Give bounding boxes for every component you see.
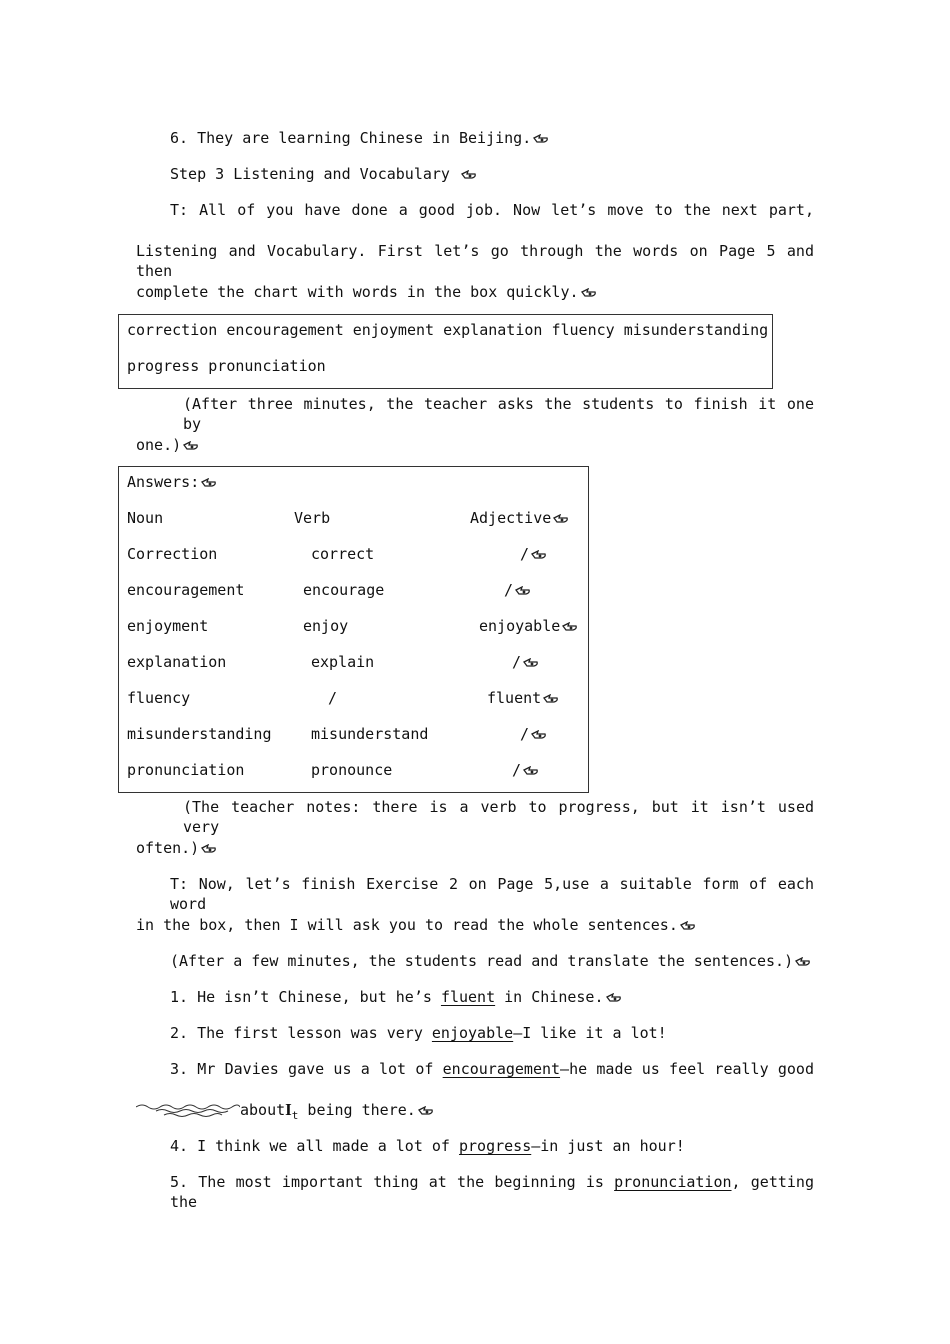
answer-adjective-text: enjoyable <box>479 617 561 635</box>
paragraph-mark-icon <box>523 766 539 776</box>
wavy-underline-icon <box>136 1103 240 1119</box>
paragraph-mark-icon <box>515 586 531 596</box>
paragraph-mark-icon <box>418 1106 434 1116</box>
paragraph-mark-icon <box>183 441 199 451</box>
paragraph-mark-icon <box>680 921 696 931</box>
teacher-notes-line-1: (The teacher notes: there is a verb to progress, but it isn’t used very <box>183 798 814 836</box>
header-adjective <box>470 508 569 528</box>
answer-noun: enjoyment <box>127 617 209 635</box>
answers-title-text: Answers: <box>127 473 200 491</box>
insertion-mark: I <box>285 1100 292 1119</box>
instruction-line-2 <box>136 435 199 455</box>
paragraph-mark-icon <box>581 288 597 298</box>
teacher-paragraph-line-1: T: All of you have done a good job. Now let’s move to the next part, <box>170 201 814 219</box>
answer-noun: encouragement <box>127 581 245 599</box>
sentence-3-post: —he made us feel really good <box>560 1060 814 1078</box>
answer-adjective-text: fluent <box>487 689 542 707</box>
paragraph-mark-icon <box>201 844 217 854</box>
sentence-4-pre: 4. I think we all made a lot of <box>170 1137 459 1155</box>
answer-progress: progress <box>458 1137 532 1155</box>
answer-adjective-text: / <box>504 581 514 599</box>
sentence-2-post: —I like it a lot! <box>513 1024 667 1042</box>
paragraph-mark-icon <box>461 170 477 180</box>
teacher-notes-line-2-text: often.) <box>136 839 200 857</box>
answer-pronunciation: pronunciation <box>614 1173 732 1191</box>
exercise-line-2-text: in the box, then I will ask you to read the whole sentences. <box>136 916 678 934</box>
answer-adjective-text: / <box>520 725 530 743</box>
sentence-2-pre: 2. The first lesson was very <box>170 1024 432 1042</box>
teacher-paragraph-line-3-text: complete the chart with words in the box quickly. <box>136 283 579 301</box>
teacher-paragraph-line-2: Listening and Vocabulary. First let’s go through the words on Page 5 and then <box>136 242 814 280</box>
header-verb: Verb <box>294 509 331 527</box>
answer-noun: misunderstanding <box>127 725 272 743</box>
sentence-4 <box>170 1136 685 1156</box>
word-box-line-1: correction encouragement enjoyment explanation fluency misunderstanding <box>127 321 769 339</box>
sentence-5-post: , getting the <box>170 1173 814 1211</box>
sentence-6-text: 6. They are learning Chinese in Beijing. <box>170 129 532 147</box>
answer-adjective-text: / <box>512 761 522 779</box>
step-heading-text: Step 3 Listening and Vocabulary <box>170 165 450 183</box>
answer-noun: fluency <box>127 689 191 707</box>
answer-adjective <box>512 760 539 780</box>
sentence-3 <box>170 1059 814 1079</box>
sentence-3-pre: 3. Mr Davies gave us a lot of <box>170 1060 443 1078</box>
answer-verb: misunderstand <box>311 725 429 743</box>
answer-enjoyable: enjoyable <box>431 1024 514 1042</box>
answer-adjective <box>487 688 559 708</box>
answer-verb: / <box>328 689 338 707</box>
header-adjective-text: Adjective <box>470 509 552 527</box>
sentence-3-about: about <box>240 1101 286 1119</box>
paragraph-mark-icon <box>523 658 539 668</box>
paragraph-mark-icon <box>543 694 559 704</box>
exercise-line-1: T: Now, let’s finish Exercise 2 on Page 5,use a suitable form of each word <box>170 875 814 913</box>
sentence-5 <box>170 1172 814 1212</box>
after-minutes-text: (After a few minutes, the students read and translate the sentences.) <box>170 952 794 970</box>
step-heading <box>170 164 477 184</box>
sentence-4-post: —in just an hour! <box>531 1137 685 1155</box>
after-minutes-line <box>170 951 811 971</box>
sentence-1-post: in Chinese. <box>495 988 604 1006</box>
answer-adjective-text: / <box>512 653 522 671</box>
sentence-3-end: being there. <box>298 1101 416 1119</box>
instruction-line-1: (After three minutes, the teacher asks the students to finish it one by <box>183 395 814 433</box>
teacher-paragraph-line-3 <box>136 282 597 302</box>
sentence-5-pre: 5. The most important thing at the beginning is <box>170 1173 615 1191</box>
word-box-line-2: progress pronunciation <box>127 357 326 375</box>
answer-verb: pronounce <box>311 761 393 779</box>
instruction-line-2-text: one.) <box>136 436 182 454</box>
sentence-1-pre: 1. He isn’t Chinese, but he’s <box>170 988 441 1006</box>
answer-verb: correct <box>311 545 375 563</box>
answer-verb: encourage <box>303 581 385 599</box>
answer-adjective <box>479 616 578 636</box>
answers-title <box>127 472 217 492</box>
answer-noun: pronunciation <box>127 761 245 779</box>
paragraph-mark-icon <box>562 622 578 632</box>
paragraph-mark-icon <box>531 730 547 740</box>
sentence-2 <box>170 1023 667 1043</box>
paragraph-mark-icon <box>795 957 811 967</box>
word-box <box>118 314 773 389</box>
answer-verb: enjoy <box>303 617 349 635</box>
sentence-6 <box>170 128 549 148</box>
answer-adjective <box>504 580 531 600</box>
paragraph-mark-icon <box>553 514 569 524</box>
exercise-line-2 <box>136 915 696 935</box>
sentence-1 <box>170 987 622 1007</box>
answer-adjective <box>512 652 539 672</box>
sentence-3-continued <box>136 1100 434 1126</box>
header-noun: Noun <box>127 509 164 527</box>
paragraph-mark-icon <box>533 134 549 144</box>
answers-box <box>118 466 589 793</box>
teacher-notes-line-2 <box>136 838 217 858</box>
answer-encouragement: encouragement <box>442 1060 561 1078</box>
insertion-mark-sub: t <box>291 1109 299 1122</box>
answer-adjective-text: / <box>520 545 530 563</box>
answer-fluent: fluent <box>440 988 496 1006</box>
answer-adjective <box>520 724 547 744</box>
answer-verb: explain <box>311 653 375 671</box>
answer-adjective <box>520 544 547 564</box>
paragraph-mark-icon <box>201 478 217 488</box>
answer-noun: Correction <box>127 545 218 563</box>
paragraph-mark-icon <box>531 550 547 560</box>
answer-noun: explanation <box>127 653 227 671</box>
paragraph-mark-icon <box>606 993 622 1003</box>
